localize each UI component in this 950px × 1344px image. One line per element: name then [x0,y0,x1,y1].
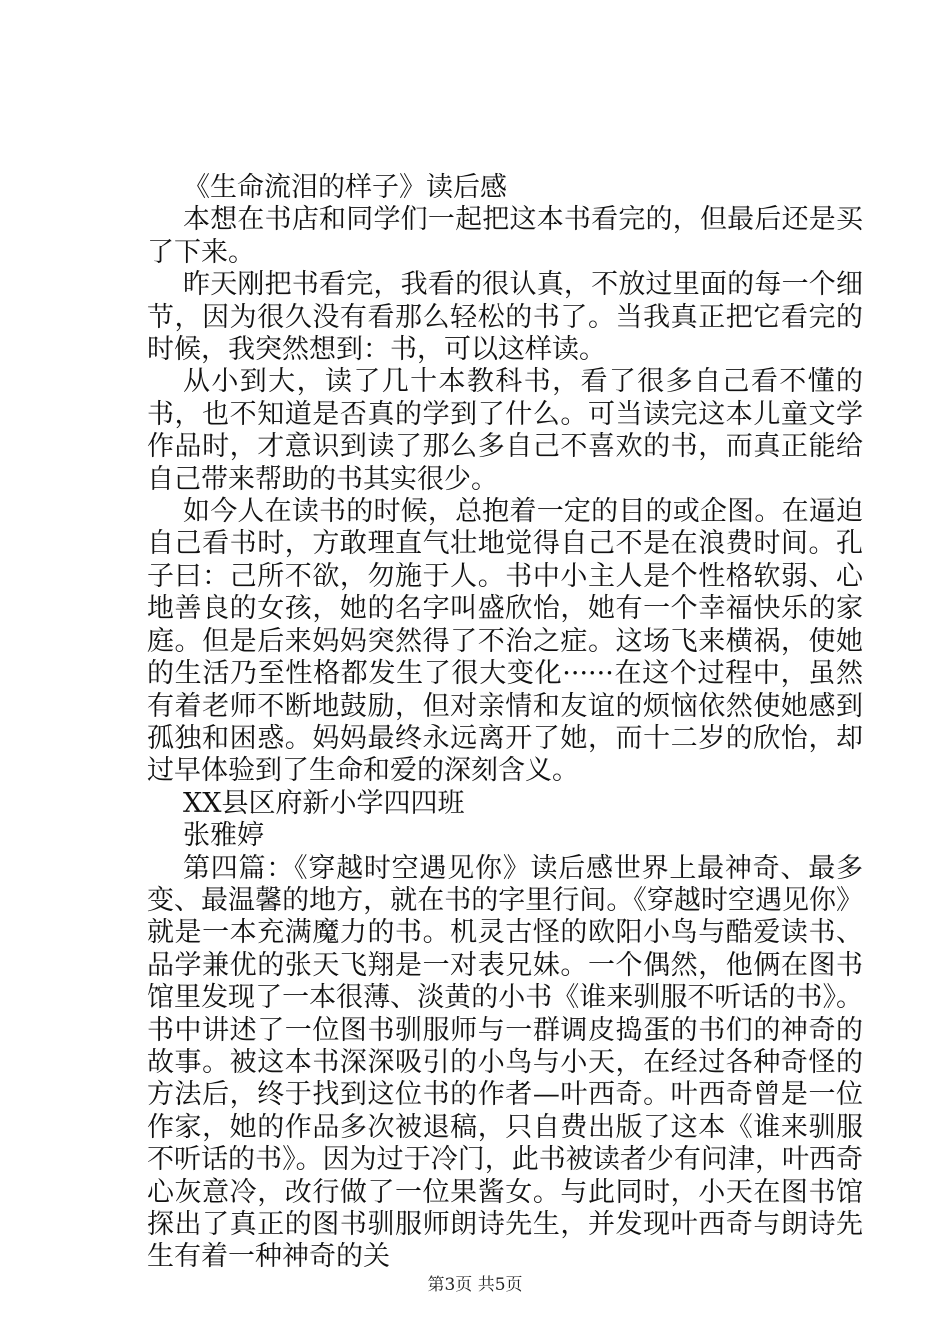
school-line: XX县区府新小学四四班 [183,787,465,819]
paragraph-3: 从小到大，读了几十本教科书，看了很多自己看不懂的书，也不知道是否真的学到了什么。可当读完这本儿童文学作品时，才意识到读了那么多自己不喜欢的书，而真正能给自己带来帮助的书其实很少。 [147,366,863,495]
paragraph-1: 本想在书店和同学们一起把这本书看完的，但最后还是买了下来。 [147,204,863,268]
page-footer: 第3页 共5页 [427,1275,523,1295]
next-section-paragraph: 第四篇：《穿越时空遇见你》读后感世界上最神奇、最多变、最温馨的地方，就在书的字里行间。《穿越时空遇见你》就是一本充满魔力的书。机灵古怪的欧阳小鸟与酷爱读书、品学兼优的张天飞翔是一对表兄妹。一个偶然，他俩在图书馆里发现了一本很薄、淡黄的小书《谁来驯服不听话的书》。书中讲述了一位图书驯服师与一群调皮捣蛋的书们的神奇的故事。被这本书深深吸引的小鸟与小天，在经过各种奇怪的方法后，终于找到这位书的作者—叶西奇。叶西奇曾是一位作家，她的作品多次被退稿，只自费出版了这本《谁来驯服不听话的书》。因为过于冷门，此书被读者少有问津，叶西奇心灰意冷，改行做了一位果酱女。与此同时，小天在图书馆探出了真正的图书驯服师朗诗先生，并发现叶西奇与朗诗先生有着一种神奇的关 [147,852,863,1273]
author-line: 张雅婷 [183,820,264,852]
paragraph-2: 昨天刚把书看完，我看的很认真，不放过里面的每一个细节，因为很久没有看那么轻松的书了。当我真正把它看完的时候，我突然想到：书，可以这样读。 [147,269,863,366]
essay-title: 《生命流泪的样子》读后感 [183,172,507,203]
document-body [147,172,863,1274]
paragraph-4: 如今人在读书的时候，总抱着一定的目的或企图。在逼迫自己看书时，方敢理直气壮地觉得自己不是在浪费时间。孔子曰：己所不欲，勿施于人。书中小主人是个性格软弱、心地善良的女孩，她的名字叫盛欣怡，她有一个幸福快乐的家庭。但是后来妈妈突然得了不治之症。这场飞来横祸，使她的生活乃至性格都发生了很大变化······在这个过程中，虽然有着老师不断地鼓励，但对亲情和友谊的烦恼依然使她感到孤独和困惑。妈妈最终永远离开了她，而十二岁的欣怡，却过早体验到了生命和爱的深刻含义。 [147,496,863,787]
